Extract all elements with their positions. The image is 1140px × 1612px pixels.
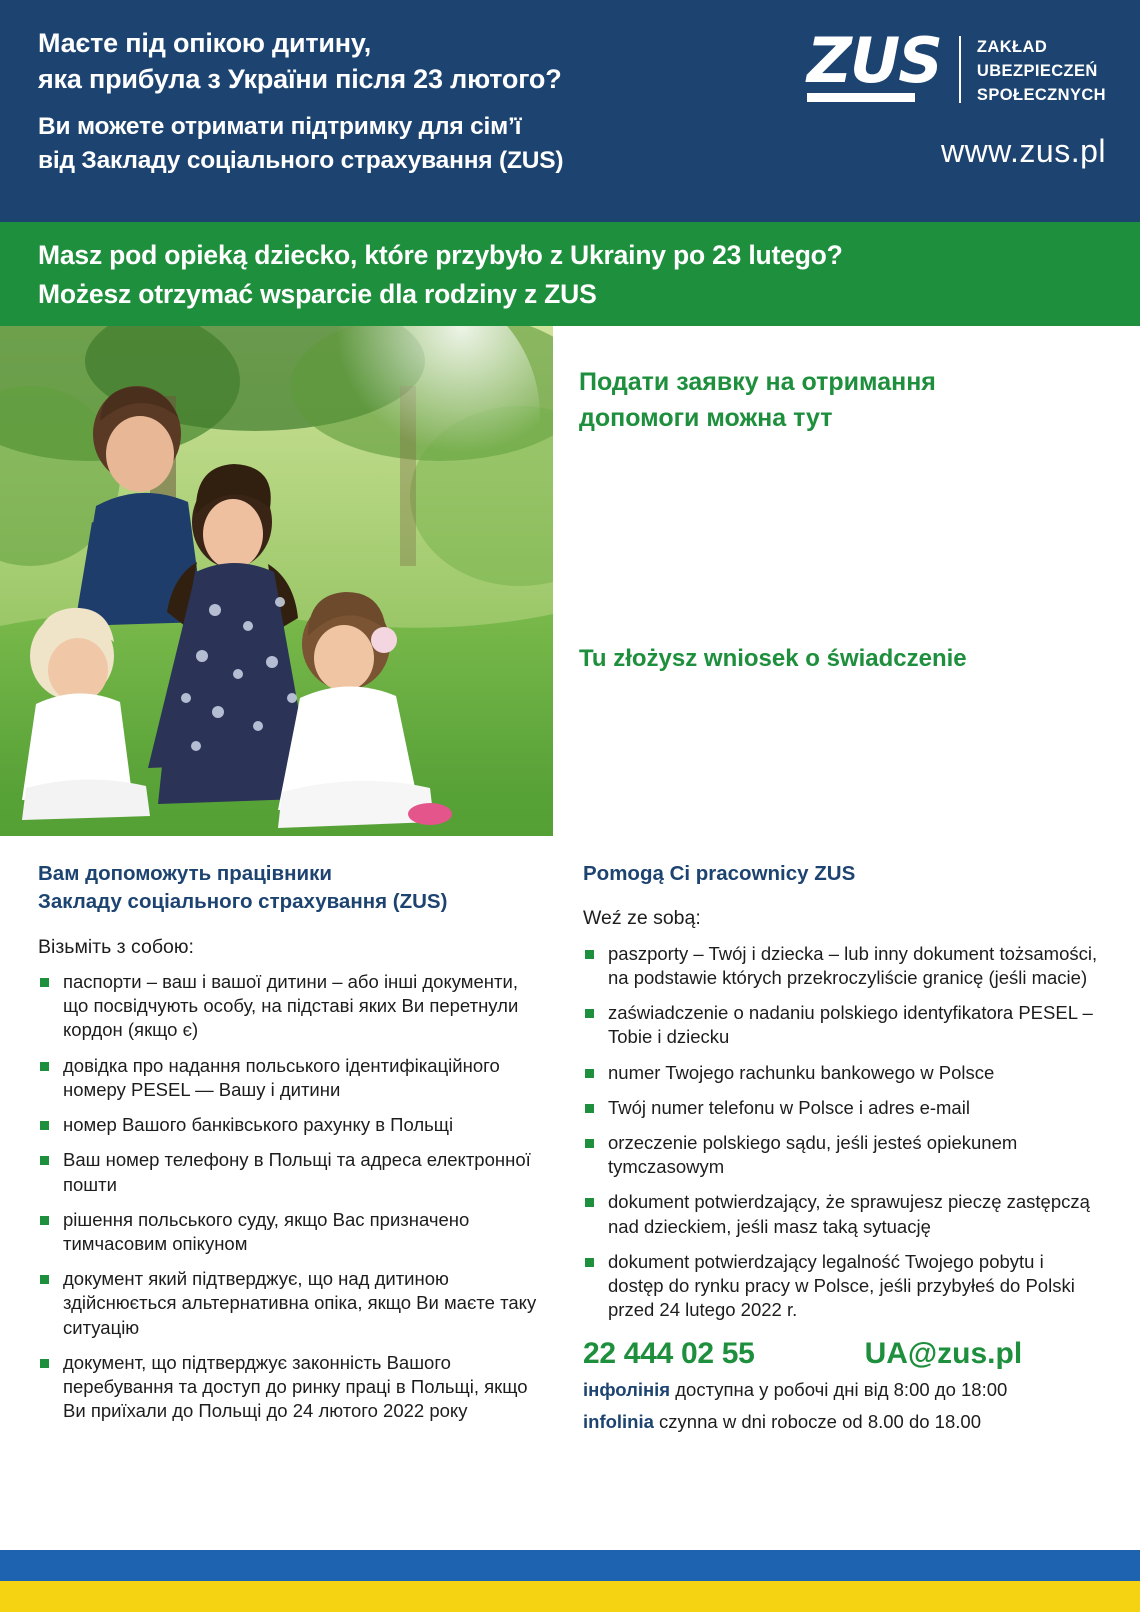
zus-logo-word-2: UBEZPIECZEŃ xyxy=(976,61,1098,80)
website-url[interactable]: www.zus.pl xyxy=(940,133,1106,170)
apply-link-ua[interactable] xyxy=(579,364,1104,437)
hotline-hours-pl-text: czynna w dni robocze od 8.00 do 18.00 xyxy=(653,1410,981,1432)
header-title xyxy=(38,26,563,98)
zus-logo-word-3: SPOŁECZNYCH xyxy=(976,85,1106,104)
column-polish-lead: Weź ze sobą: xyxy=(583,907,701,930)
column-ukrainian xyxy=(38,860,571,1466)
header-brand-block xyxy=(807,26,1106,222)
zus-logo-word-1: ZAKŁAD xyxy=(976,38,1048,56)
column-polish-list xyxy=(583,942,1104,1323)
zus-logo-mark xyxy=(806,24,959,102)
zus-logo-text: ZUS xyxy=(806,24,941,97)
column-polish-heading: Pomogą Ci pracownicy ZUS xyxy=(583,862,856,885)
list-item: zaświadczenie o nadaniu polskiego identyfikatora PESEL – Tobie i dziecku xyxy=(583,1001,1104,1049)
green-banner-line-1: Masz pod opieką dziecko, które przybyło z Ukrainy po 23 lutego? xyxy=(38,240,843,270)
list-item: рішення польського суду, якщо Вас призначено тимчасовим опікуном xyxy=(38,1208,543,1256)
footer-bar-blue xyxy=(0,1550,1140,1581)
column-ukrainian-heading-line-2: Закладу соціального страхування (ZUS) xyxy=(38,890,448,914)
header-subtitle-line-1: Ви можете отримати підтримку для сім’ї xyxy=(38,112,522,140)
list-item: документ який підтверджує, що над дитиною здійснюється альтернативна опіка, якщо Ви маєте таку ситуацію xyxy=(38,1267,543,1340)
zus-logo xyxy=(806,24,1106,107)
list-item: Twój numer telefonu w Polsce i adres e-mail xyxy=(583,1096,1104,1120)
hotline-hours-pl xyxy=(583,1410,1104,1435)
header-title-line-2: яка прибула з України після 23 лютого? xyxy=(38,63,562,94)
list-item: numer Twojego rachunku bankowego w Polsce xyxy=(583,1061,1104,1085)
column-ukrainian-lead: Візьміть з собою: xyxy=(38,935,194,958)
hotline-phone[interactable]: 22 444 02 55 xyxy=(583,1336,755,1370)
apply-link-ua-line-1: Подати заявку на отримання xyxy=(579,368,936,396)
hotline-hours-ua xyxy=(583,1378,1104,1403)
hotline-label-pl: infolinia xyxy=(583,1410,654,1432)
apply-link-pl[interactable]: Tu złożysz wniosek o świadczenie xyxy=(579,644,967,672)
header-subtitle xyxy=(38,110,563,178)
apply-links-column xyxy=(553,326,1140,836)
header-text-block xyxy=(38,26,563,222)
list-item: документ, що підтверджує законність Вашого перебування та доступ до ринку праці в Польщі, якщо Ви приїхали до Польщі до 24 лютого 2022 року xyxy=(38,1351,543,1424)
list-item: Ваш номер телефону в Польщі та адреса електронної пошти xyxy=(38,1148,543,1196)
header-title-line-1: Маєте під опікою дитину, xyxy=(38,28,372,58)
contact-row xyxy=(583,1337,1104,1371)
list-item: номер Вашого банківського рахунку в Польщі xyxy=(38,1113,543,1137)
contact-block xyxy=(583,1337,1104,1435)
list-item: orzeczenie polskiego sądu, jeśli jesteś opiekunem tymczasowym xyxy=(583,1131,1104,1179)
hotline-label-ua: інфолінія xyxy=(583,1378,671,1400)
apply-link-ua-line-2: допомоги можна тут xyxy=(579,404,833,433)
list-item: paszporty – Twój i dziecka – lub inny dokument tożsamości, na podstawie których przekroczyliście granicę (jeśli macie) xyxy=(583,942,1104,990)
hotline-hours-ua-text: доступна у робочі дні від 8:00 до 18:00 xyxy=(670,1378,1008,1400)
middle-section xyxy=(0,326,1140,836)
list-item: dokument potwierdzający legalność Twojego pobytu i dostęp do rynku pracy w Polsce, jeśli przybyłeś do Polski przed 24 lutego 2022 r. xyxy=(583,1250,1104,1323)
column-ukrainian-heading xyxy=(38,860,543,917)
column-ukrainian-heading-line-1: Вам допоможуть працівники xyxy=(38,862,332,885)
contact-email[interactable]: UA@zus.pl xyxy=(864,1336,1023,1370)
green-banner-line-2: Możesz otrzymać wsparcie dla rodziny z ZUS xyxy=(38,279,597,310)
list-item: паспорти – ваш і вашої дитини – або інші документи, що посвідчують особу, на підставі яких Ви перетнули кордон (якщо є) xyxy=(38,970,543,1043)
zus-logo-wordmark xyxy=(977,32,1106,107)
column-ukrainian-list xyxy=(38,970,543,1424)
family-photo xyxy=(0,326,553,836)
poster-header xyxy=(0,0,1140,222)
content-columns xyxy=(0,836,1140,1466)
footer-bar-yellow xyxy=(0,1581,1140,1612)
list-item: довідка про надання польського ідентифікаційного номеру PESEL — Вашу і дитини xyxy=(38,1054,543,1102)
logo-divider xyxy=(959,36,961,103)
column-polish xyxy=(571,860,1104,1466)
header-subtitle-line-2: від Закладу соціального страхування (ZUS) xyxy=(38,146,564,174)
green-banner xyxy=(0,222,1140,326)
list-item: dokument potwierdzający, że sprawujesz pieczę zastępczą nad dzieckiem, jeśli masz taką sytuację xyxy=(583,1190,1104,1238)
